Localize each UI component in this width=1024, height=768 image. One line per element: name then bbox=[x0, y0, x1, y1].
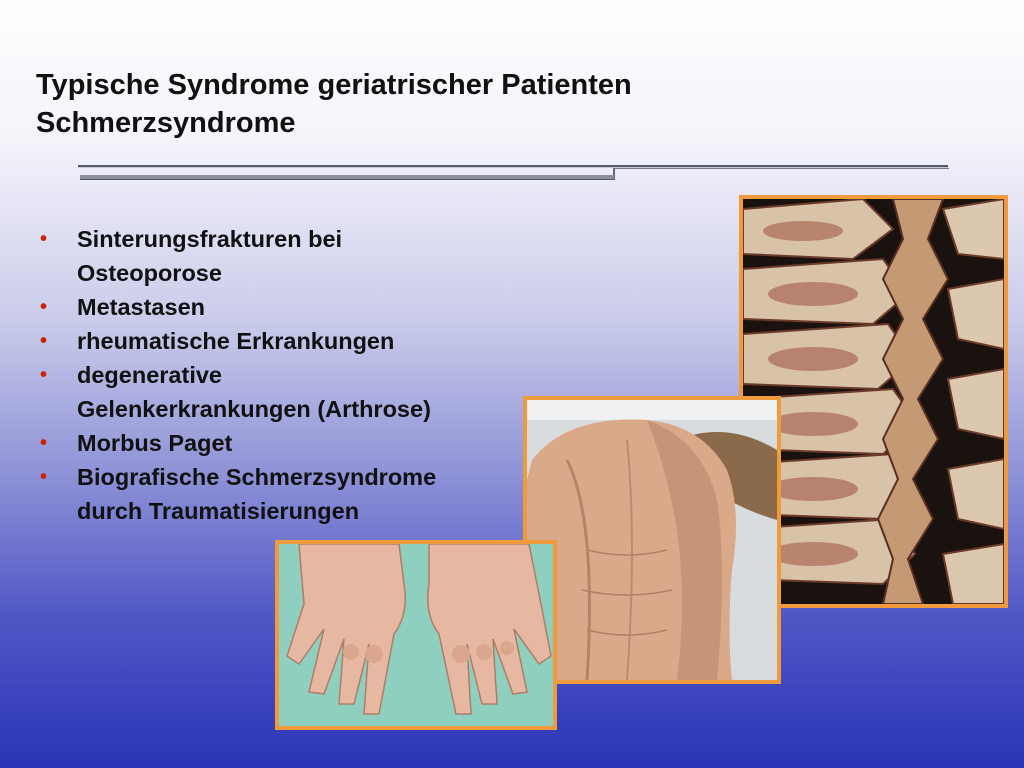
list-item bbox=[40, 358, 520, 426]
bullet-icon: • bbox=[40, 228, 48, 250]
list-item bbox=[40, 290, 520, 324]
list-item-line: Morbus Paget bbox=[77, 430, 233, 456]
title-line-2: Schmerzsyndrome bbox=[36, 107, 296, 139]
bullet-list bbox=[40, 222, 520, 528]
list-item bbox=[40, 426, 520, 460]
list-item-line: rheumatische Erkrankungen bbox=[77, 328, 395, 354]
patient-back-photo bbox=[523, 396, 781, 684]
list-item bbox=[40, 324, 520, 358]
list-item-line: Biografische Schmerzsyndrome bbox=[77, 464, 437, 490]
list-item bbox=[40, 460, 520, 528]
list-item-line: Sinterungsfrakturen bei bbox=[77, 226, 343, 252]
list-item-line: Metastasen bbox=[77, 294, 205, 320]
arthritic-hands-photo bbox=[275, 540, 557, 730]
list-item-line: Gelenkerkrankungen (Arthrose) bbox=[77, 396, 431, 422]
list-item bbox=[40, 222, 520, 290]
title-line-1: Typische Syndrome geriatrischer Patienten bbox=[36, 69, 632, 101]
bullet-icon: • bbox=[40, 364, 48, 386]
bullet-icon: • bbox=[40, 296, 48, 318]
list-item-line: durch Traumatisierungen bbox=[77, 498, 360, 524]
bullet-icon: • bbox=[40, 330, 48, 352]
title-divider-step bbox=[614, 168, 949, 169]
bullet-icon: • bbox=[40, 432, 48, 454]
slide-title bbox=[36, 66, 632, 142]
list-item-line: degenerative bbox=[77, 362, 222, 388]
list-item-line: Osteoporose bbox=[77, 260, 222, 286]
bullet-icon: • bbox=[40, 466, 48, 488]
title-divider-top bbox=[78, 165, 948, 167]
title-divider-bottom bbox=[80, 175, 614, 180]
